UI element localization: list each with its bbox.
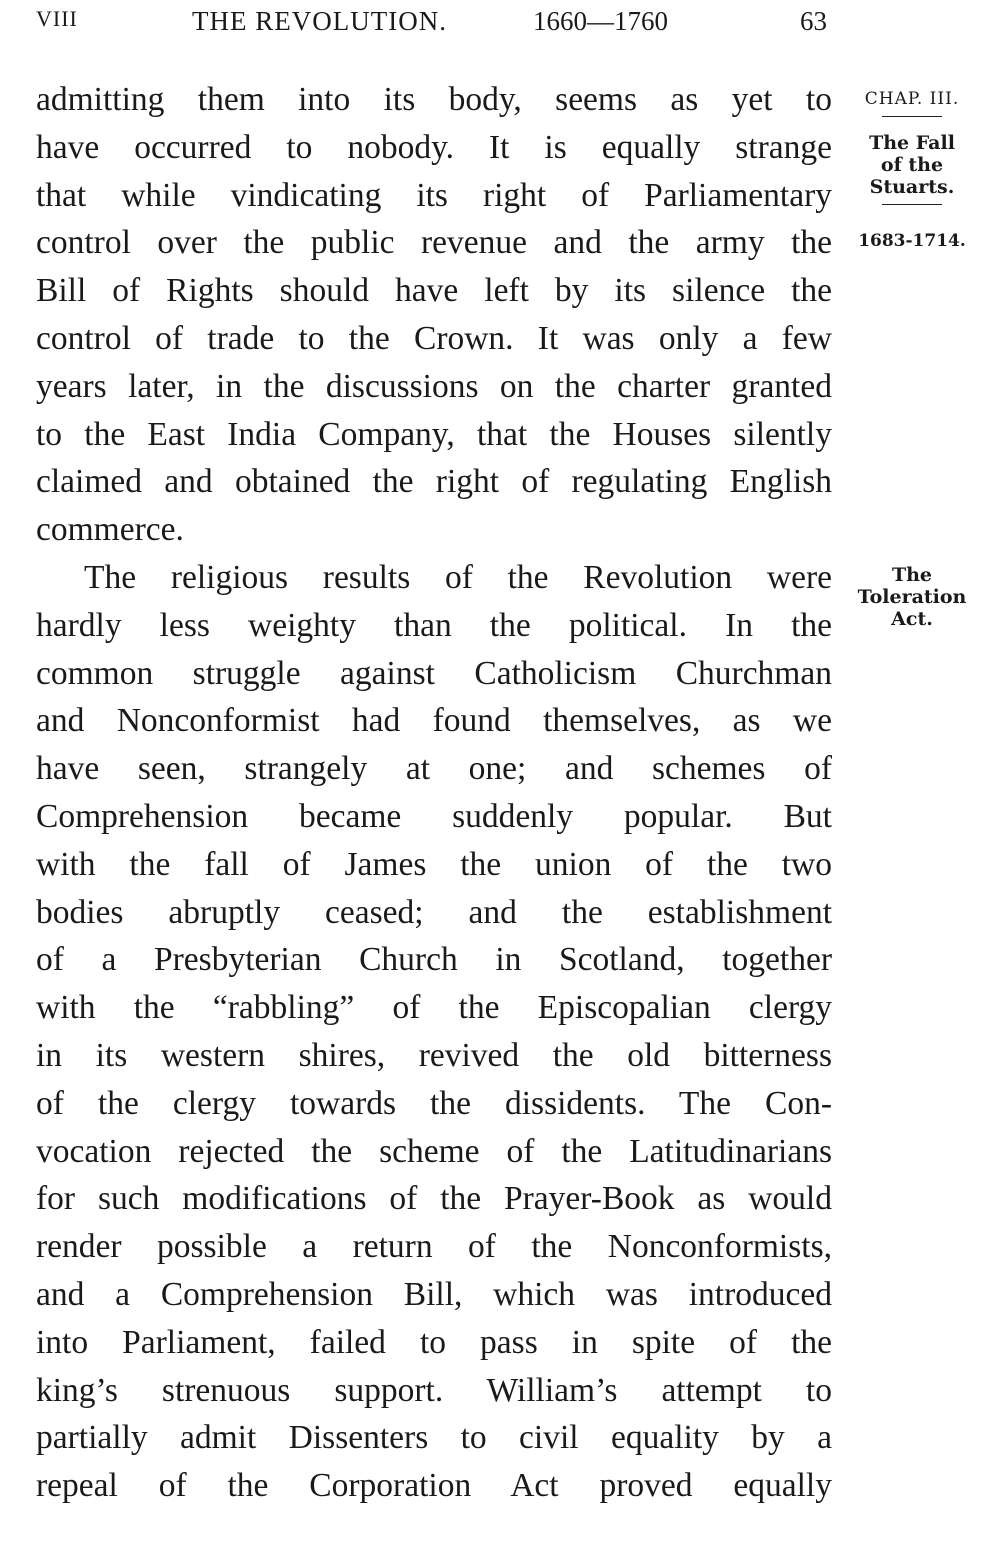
text-line: have seen, strangely at one; and schemes of	[36, 750, 832, 788]
margin-note-line: Toleration	[857, 586, 967, 608]
text-line: commerce.	[36, 511, 184, 549]
paragraph-first-line: The religious results of the Revolution were	[84, 558, 832, 596]
text-line: king’s strenuous support. William’s attempt to	[36, 1371, 832, 1409]
margin-note-line: The	[891, 564, 933, 586]
margin-note-line: The Fall	[869, 132, 955, 154]
text-line: partially admit Dissenters to civil equality by a	[36, 1419, 832, 1457]
text-line: control over the public revenue and the army the	[36, 224, 832, 262]
text-line: Comprehension became suddenly popular. But	[36, 797, 832, 835]
body-text	[36, 76, 832, 1510]
text-line: render possible a return of the Nonconformists,	[36, 1228, 832, 1266]
text-line: for such modifications of the Prayer-Book as would	[36, 1180, 832, 1218]
text-line: claimed and obtained the right of regulating English	[36, 463, 832, 501]
running-years: 1660—1760	[533, 6, 668, 36]
text-line: Bill of Rights should have left by its silence the	[36, 272, 832, 310]
divider	[882, 204, 942, 205]
margin-note-toleration-act	[848, 564, 976, 630]
margin-note-chapter	[848, 88, 976, 123]
text-line: to the East India Company, that the Houses silently	[36, 415, 832, 453]
text-line: that while vindicating its right of Parliamentary	[36, 176, 832, 214]
text-line: hardly less weighty than the political. In the	[36, 606, 832, 644]
text-line: years later, in the discussions on the charter granted	[36, 367, 832, 405]
text-line: vocation rejected the scheme of the Latitudinarians	[36, 1132, 832, 1170]
text-line: in its western shires, revived the old bitterness	[36, 1036, 832, 1074]
text-line: with the fall of James the union of the two	[36, 845, 832, 883]
text-line: repeal of the Corporation Act proved equally	[36, 1467, 832, 1505]
text-line: and a Comprehension Bill, which was introduced	[36, 1275, 832, 1313]
running-header	[36, 6, 836, 42]
text-line: of a Presbyterian Church in Scotland, together	[36, 941, 832, 979]
text-line: with the “rabbling” of the Episcopalian clergy	[36, 989, 832, 1027]
margin-note-fall-of-stuarts	[848, 132, 976, 211]
text-line: and Nonconformist had found themselves, as we	[36, 702, 832, 740]
margin-note-line: of the	[880, 154, 944, 176]
page-number: 63	[800, 6, 827, 36]
margin-note-line: Stuarts.	[869, 176, 955, 198]
text-line: bodies abruptly ceased; and the establishment	[36, 893, 832, 931]
margin-note-years: 1683-1714.	[858, 231, 966, 251]
text-line: admitting them into its body, seems as yet to	[36, 81, 832, 118]
divider	[882, 116, 942, 117]
volume-number: VIII	[36, 6, 78, 31]
margin-note-line: Act.	[891, 608, 933, 630]
text-line: control of trade to the Crown. It was only a few	[36, 319, 832, 357]
text-line: of the clergy towards the dissidents. The Con-	[36, 1084, 832, 1122]
text-line: have occurred to nobody. It is equally strange	[36, 128, 832, 166]
running-title: THE REVOLUTION.	[192, 6, 447, 36]
text-line: into Parliament, failed to pass in spite of the	[36, 1323, 832, 1361]
text-line: common struggle against Catholicism Churchman	[36, 654, 832, 692]
chapter-label: CHAP. III.	[864, 89, 960, 109]
